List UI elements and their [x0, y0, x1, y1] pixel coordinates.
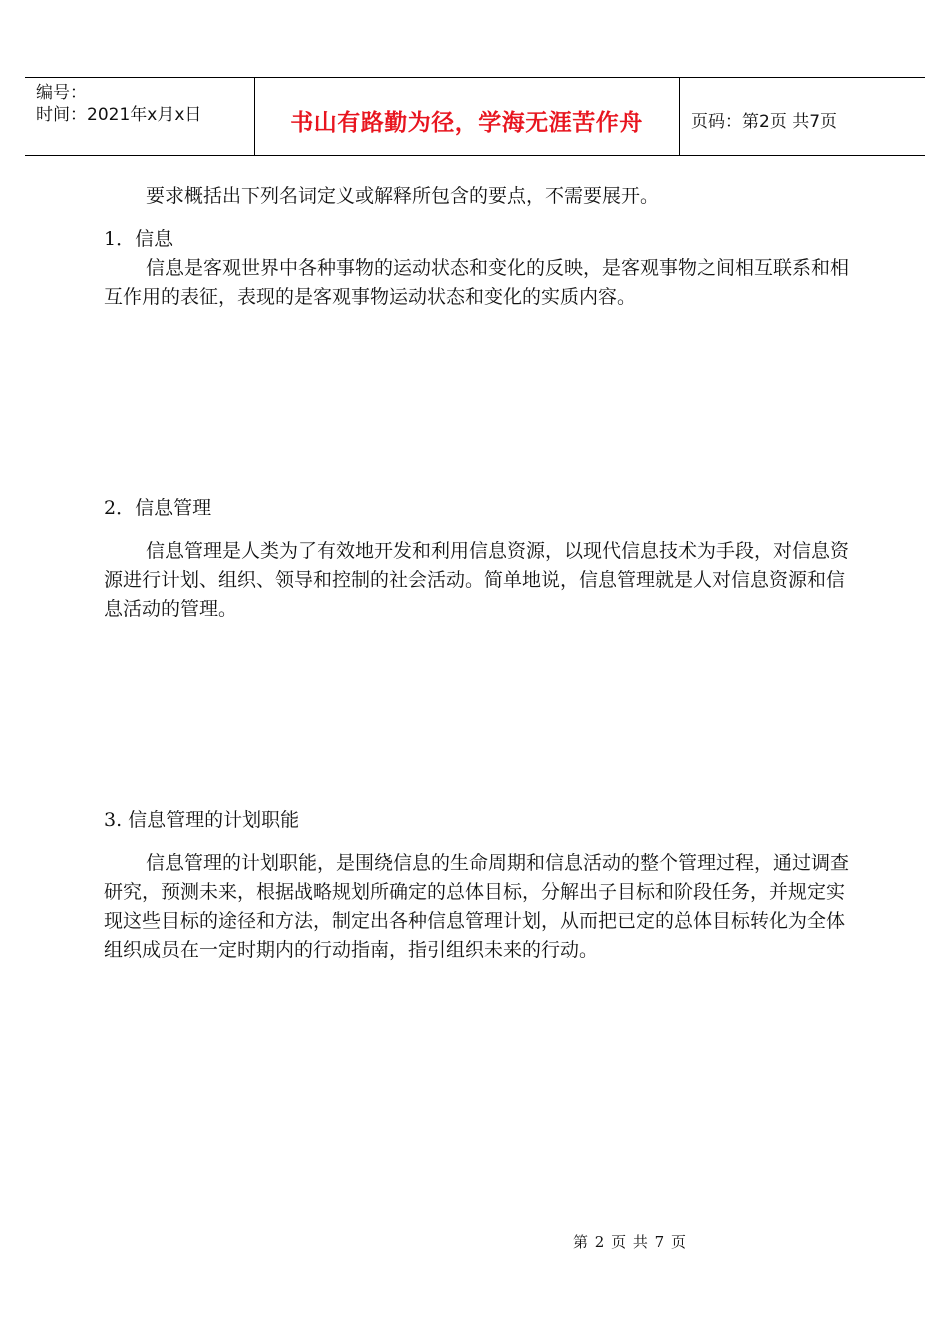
header-meta: [36, 82, 201, 126]
section-body-2: 信息管理是人类为了有效地开发和利用信息资源，以现代信息技术为手段，对信息资源进行计划、组织、领导和控制的社会活动。简单地说，信息管理就是人对信息资源和信息活动的管理。: [104, 540, 850, 620]
header-top-rule: [25, 77, 925, 78]
header-bottom-rule: [25, 155, 925, 156]
section-body-3: 信息管理的计划职能，是围绕信息的生命周期和信息活动的整个管理过程，通过调查研究，预测未来，根据战略规划所确定的总体目标，分解出子目标和阶段任务，并规定实现这些目标的途径和方法，制定出各种信息管理计划，从而把已定的总体目标转化为全体组织成员在一定时期内的行动指南，指引组织未来的行动。: [104, 852, 850, 961]
document-time-label: 时间：2021年x月x日: [36, 105, 202, 125]
section-heading-2: 2．信息管理: [104, 497, 212, 519]
header-motto: 书山有路勤为径，学海无涯苦作舟: [290, 110, 643, 136]
section-heading-1: 1．信息: [104, 228, 174, 250]
intro-paragraph: 要求概括出下列名词定义或解释所包含的要点，不需要展开。: [146, 185, 660, 207]
header-divider-right: [679, 77, 680, 156]
header-page-info: 页码：第2页 共7页: [691, 112, 838, 132]
section-heading-3: 3. 信息管理的计划职能: [104, 809, 300, 831]
page-footer: 第 2 页 共 7 页: [573, 1233, 687, 1251]
section-body-1: 信息是客观世界中各种事物的运动状态和变化的反映，是客观事物之间相互联系和相互作用的表征，表现的是客观事物运动状态和变化的实质内容。: [104, 257, 850, 308]
document-number-label: 编号：: [36, 83, 87, 103]
